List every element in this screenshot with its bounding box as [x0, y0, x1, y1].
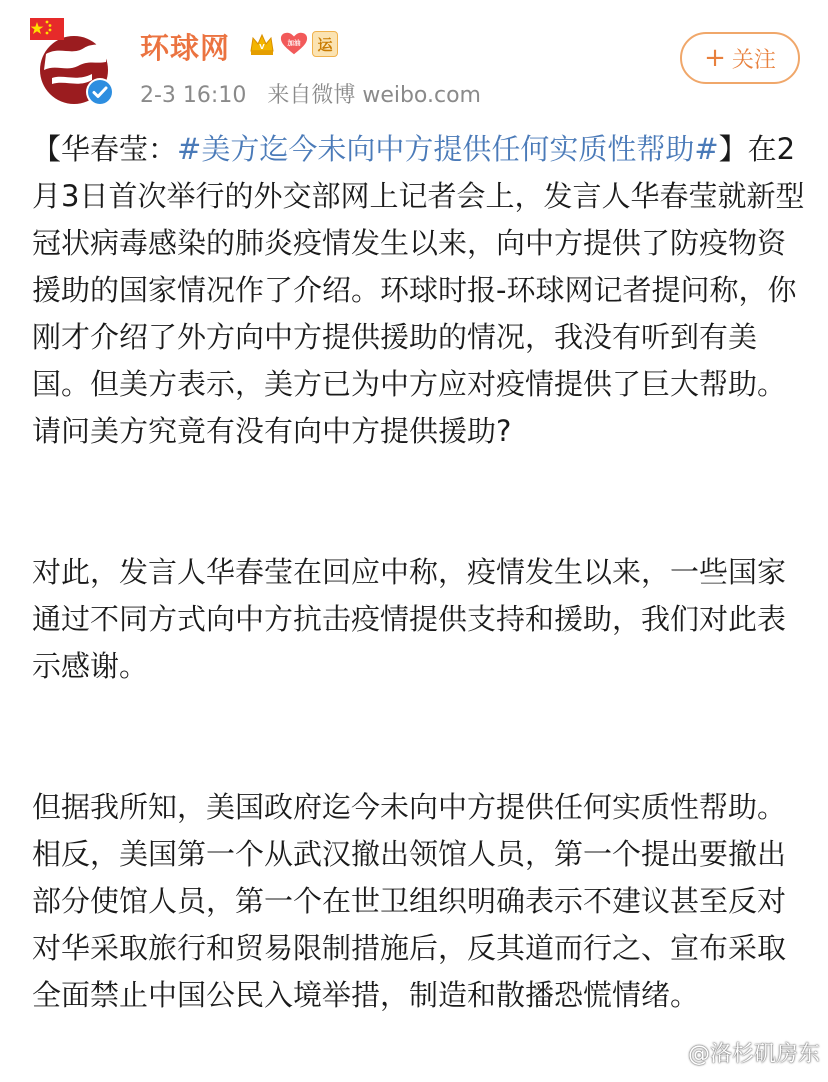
svg-text:V: V: [259, 43, 265, 51]
verified-check-icon: [86, 78, 114, 106]
heart-badge-icon[interactable]: [280, 31, 308, 57]
watermark-text: @洛杉矶房东: [687, 1042, 820, 1067]
post-paragraph-1: [32, 126, 812, 455]
post-meta: [140, 78, 495, 109]
post-time: 2-3 16:10: [140, 83, 247, 108]
svg-text:加油: 加油: [287, 38, 301, 47]
author-name[interactable]: 环球网: [140, 31, 231, 65]
post-paragraph-2: 对此，发言人华春莹在回应中称，疫情发生以来，一些国家通过不同方式向中方抗击疫情提供支持和援助，我们对此表示感谢。: [32, 555, 787, 683]
topic-hashtag-link[interactable]: #美方迄今未向中方提供任何实质性帮助#: [177, 132, 719, 166]
post-source[interactable]: 来自微博 weibo.com: [267, 83, 481, 108]
user-badges: [248, 31, 338, 57]
post-header: [0, 0, 828, 120]
crown-icon[interactable]: [248, 31, 276, 57]
follow-button-label: 关注: [731, 47, 776, 73]
follow-button[interactable]: [680, 32, 800, 84]
plus-icon: +: [704, 43, 726, 73]
weibo-logo-icon: [654, 1041, 684, 1065]
title-bracket-open: 【华春莹：: [32, 132, 178, 166]
title-bracket-close: 】: [718, 132, 748, 166]
paragraph-1-text: 在2月3日首次举行的外交部网上记者会上，发言人华春莹就新型冠状病毒感染的肺炎疫情发生以来，向中方提供了防疫物资援助的国家情况作了介绍。环球时报-环球网记者提问称，你刚才介绍了外方向中方提供援助的情况，我没有听到有美国。但美方表示，美方已为中方应对疫情提供了巨大帮助。请问美方究竟有没有向中方提供援助?: [32, 132, 805, 448]
post-text: [32, 126, 812, 1019]
post-paragraph-3: 但据我所知，美国政府迄今未向中方提供任何实质性帮助。相反，美国第一个从武汉撤出领馆人员，第一个提出要撤出部分使馆人员，第一个在世卫组织明确表示不建议甚至反对对华采取旅行和贸易限制措施后，反其道而行之、宣布采取全面禁止中国公民入境举措，制造和散播恐慌情绪。: [32, 790, 787, 1012]
luck-badge-icon[interactable]: 运: [312, 31, 338, 57]
watermark: [654, 1037, 820, 1068]
